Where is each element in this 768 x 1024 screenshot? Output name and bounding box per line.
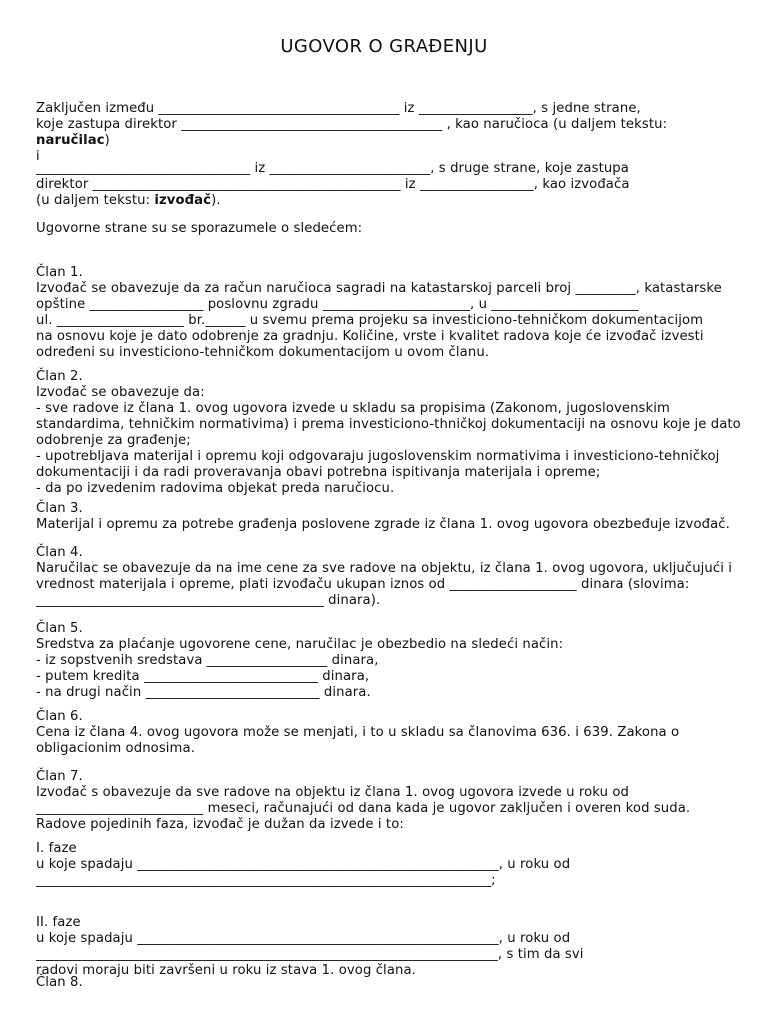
contract-line: u koje spadaju ______________________________________________________, u roku od: [36, 857, 571, 872]
contract-line: dokumentaciji i da radi proveravanja obavi potrebna ispitivanja materijala i opreme;: [36, 465, 601, 480]
article-heading: Član 6.: [36, 709, 83, 724]
contract-line: u koje spadaju ______________________________________________________, u roku od: [36, 931, 571, 946]
contract-line: Radove pojedinih faza, izvođač je dužan da izvede i to:: [36, 817, 404, 832]
contract-line: na osnovu koje je dato odobrenje za gradnju. Količine, vrste i kvalitet radova koje će izvođač izvesti: [36, 329, 704, 344]
contract-line: _________________________ meseci, računajući od dana kada je ugovor zaključen i overen kod suda.: [36, 801, 691, 816]
contract-line: vrednost materijala i opreme, plati izvođaču ukupan iznos od ___________________ dinara (slovima:: [36, 577, 690, 592]
contract-line: ul. ___________________ br.______ u svemu prema projeku sa investiciono-tehničkom dokumentacijom: [36, 313, 704, 328]
contract-line: Izvođač s obavezuje da sve radove na objektu iz člana 1. ovog ugovora izvede u roku od: [36, 785, 630, 800]
contract-line: radovi moraju biti završeni u roku iz stava 1. ovog člana.: [36, 963, 416, 978]
contract-line: odobrenje za građenje;: [36, 433, 191, 448]
contract-line: koje zastupa direktor _______________________________________ , kao naručioca (u daljem tekstu:: [36, 117, 668, 132]
contract-line: ____________________________________________________________________;: [36, 873, 496, 888]
contract-line: - putem kredita __________________________ dinara,: [36, 669, 370, 684]
article-heading: Član 1.: [36, 265, 83, 280]
contract-line: _____________________________________________________________________, s tim da svi: [36, 947, 584, 962]
contract-line: - sve radove iz člana 1. ovog ugovora izvede u skladu sa propisima (Zakonom, jugoslovenskim: [36, 401, 670, 416]
contract-line: ________________________________ iz ________________________, s druge strane, koje zastupa: [36, 161, 629, 176]
document-title: UGOVOR O GRAĐENJU: [280, 36, 488, 57]
contract-line: opštine _________________ poslovnu zgradu ______________________, u ______________________: [36, 297, 639, 312]
contract-line: standardima, tehničkim normativima) i prema investiciono-thničkoj dokumentaciji na osnovu koje je dato: [36, 417, 741, 432]
article-heading: Član 4.: [36, 545, 83, 560]
contract-line: - da po izvedenim radovima objekat preda naručiocu.: [36, 481, 395, 496]
contract-line: II. faze: [36, 915, 81, 930]
contract-line: - iz sopstvenih sredstava __________________ dinara,: [36, 653, 379, 668]
contract-line: Naručilac se obavezuje da na ime cene za sve radove na objektu, iz člana 1. ovog ugovora, uključujući i: [36, 561, 733, 576]
contract-line: Cena iz člana 4. ovog ugovora može se menjati, i to u skladu sa članovima 636. i 639. Zakona o: [36, 725, 680, 740]
contract-line: Materijal i opremu za potrebe građenja poslovene zgrade iz člana 1. ovog ugovora obezbeđuje izvođač.: [36, 517, 730, 532]
article-heading: Član 8.: [36, 975, 83, 990]
contract-line: Izvođač se obavezuje da za račun naručioca sagradi na katastarskoj parceli broj _________, katastarske: [36, 281, 722, 296]
contract-line: naručilac): [36, 133, 110, 148]
contract-line: - na drugi način __________________________ dinara.: [36, 685, 371, 700]
article-heading: Član 7.: [36, 769, 83, 784]
contract-line: određeni su investiciono-tehničkom dokumentacijom u ovom članu.: [36, 345, 490, 360]
contract-line: - upotrebljava materijal i opremu koji odgovaraju jugoslovenskim normativima i investiciono-tehničkoj: [36, 449, 720, 464]
contract-line: Sredstva za plaćanje ugovorene cene, naručilac je obezbedio na sledeći način:: [36, 637, 564, 652]
article-heading: Član 3.: [36, 501, 83, 516]
article-heading: Član 2.: [36, 369, 83, 384]
contract-line: Zaključen između ____________________________________ iz _________________, s jedne strane,: [36, 101, 641, 116]
contract-line: Ugovorne strane su se sporazumele o sledećem:: [36, 221, 363, 236]
article-heading: Član 5.: [36, 621, 83, 636]
contract-line: i: [36, 149, 40, 164]
contract-line: direktor ______________________________________________ iz _________________, kao izvođača: [36, 177, 630, 192]
contract-line: Izvođač se obavezuje da:: [36, 385, 205, 400]
contract-line: (u daljem tekstu: izvođač).: [36, 193, 221, 208]
contract-line: I. faze: [36, 841, 77, 856]
contract-line: ___________________________________________ dinara).: [36, 593, 381, 608]
contract-line: obligacionim odnosima.: [36, 741, 195, 756]
